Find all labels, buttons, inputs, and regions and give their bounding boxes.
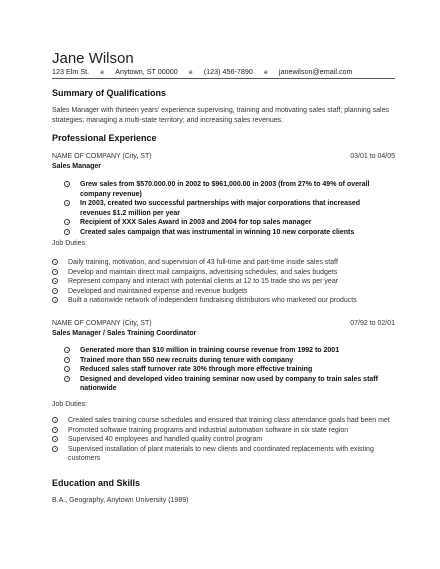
separator: e: [188, 69, 193, 76]
separator: e: [100, 69, 104, 76]
list-item: Generated more than $10 million in training course revenue from 1992 to 2001: [64, 346, 379, 356]
bullet-icon: [64, 366, 70, 372]
summary-heading: Summary of Qualifications: [52, 88, 167, 98]
job-title: Sales Manager: [52, 163, 102, 170]
header-divider: [52, 78, 395, 79]
company-name: NAME OF COMPANY (City, ST): [52, 153, 152, 160]
job-dates: 03/01 to 04/05: [350, 153, 395, 160]
experience-heading: Professional Experience: [52, 133, 157, 143]
bullet-icon: [64, 200, 70, 206]
candidate-name: Jane Wilson: [52, 50, 134, 67]
separator: e: [264, 69, 268, 76]
list-item: Created sales training course schedules and ensured that training class attendance goals had been met: [52, 416, 395, 426]
bullet-icon: [64, 347, 70, 353]
summary-text: Sales Manager with thirteen years' experience supervising, training and motivating sales staff; planning sales strategies; managing a multi-state territory; and increasing sales revenues.: [52, 107, 390, 124]
job-title: Sales Manager / Sales Training Coordinator: [52, 330, 197, 337]
company-name: NAME OF COMPANY (City, ST): [52, 320, 152, 327]
email: janewilson@email.com: [278, 67, 353, 76]
phone: (123) 456-7890: [203, 67, 253, 76]
bullet-icon: [52, 427, 58, 433]
bullet-icon: [64, 357, 70, 363]
achievements-list: [64, 180, 379, 238]
list-item: Promoted software training programs and industrial automation software in six state region: [52, 426, 395, 436]
job-duties-label: Job Duties:: [52, 240, 88, 247]
bullet-icon: [52, 288, 58, 294]
bullet-icon: [64, 181, 70, 187]
bullet-icon: [52, 259, 58, 265]
list-item: Daily training, motivation, and supervision of 43 full-time and part-time inside sales staff: [52, 258, 395, 268]
duties-list: [52, 258, 395, 306]
job-header: [52, 153, 395, 160]
list-item: In 2003, created two successful partnerships with major corporations that increased revenues $1.2 million per year: [64, 199, 379, 218]
list-item: Supervised 40 employees and handled quality control program: [52, 435, 395, 445]
achievements-list: [64, 346, 379, 394]
job-duties-label: Job Duties:: [52, 401, 88, 408]
list-item: Reduced sales staff turnover rate 30% through more effective training: [64, 365, 379, 375]
list-item: Represent company and interact with potential clients at 12 to 15 trade sho ws per year: [52, 277, 395, 287]
bullet-icon: [52, 417, 58, 423]
education-text: B.A., Geography, Anytown University (1989): [52, 497, 189, 504]
education-heading: Education and Skills: [52, 478, 141, 488]
list-item: Supervised installation of plant materials to new clients and coordinated replacements with existing customers: [52, 445, 395, 464]
bullet-icon: [52, 278, 58, 284]
address: 123 Elm St.: [52, 67, 90, 76]
bullet-icon: [52, 297, 58, 303]
list-item: Grew sales from $570.000.00 in 2002 to $961,000.00 in 2003 (from 27% to 49% of overall company revenue): [64, 180, 379, 199]
list-item: Built a nationwide network of independent fundraising distributors who marketed our products: [52, 296, 395, 306]
bullet-icon: [64, 219, 70, 225]
bullet-icon: [64, 229, 70, 235]
bullet-icon: [52, 269, 58, 275]
list-item: Developed and maintained expense and revenue budgets: [52, 287, 395, 297]
list-item: Designed and developed video training seminar now used by company to train sales staff nationwide: [64, 375, 379, 394]
list-item: Develop and maintain direct mail campaigns, advertising schedules, and sales budgets: [52, 268, 395, 278]
city-state: Anytown, ST 00000: [115, 67, 178, 76]
list-item: Trained more than 550 new recruits during tenure with company: [64, 356, 379, 366]
bullet-icon: [52, 446, 58, 452]
bullet-icon: [52, 436, 58, 442]
list-item: Created sales campaign that was instrumental in winning 10 new corporate clients: [64, 228, 379, 238]
duties-list: [52, 416, 395, 464]
bullet-icon: [64, 376, 70, 382]
job-header: [52, 320, 395, 327]
list-item: Recipient of XXX Sales Award in 2003 and 2004 for top sales manager: [64, 218, 379, 228]
contact-line: [52, 67, 353, 76]
job-dates: 07/92 to 02/01: [350, 320, 395, 327]
